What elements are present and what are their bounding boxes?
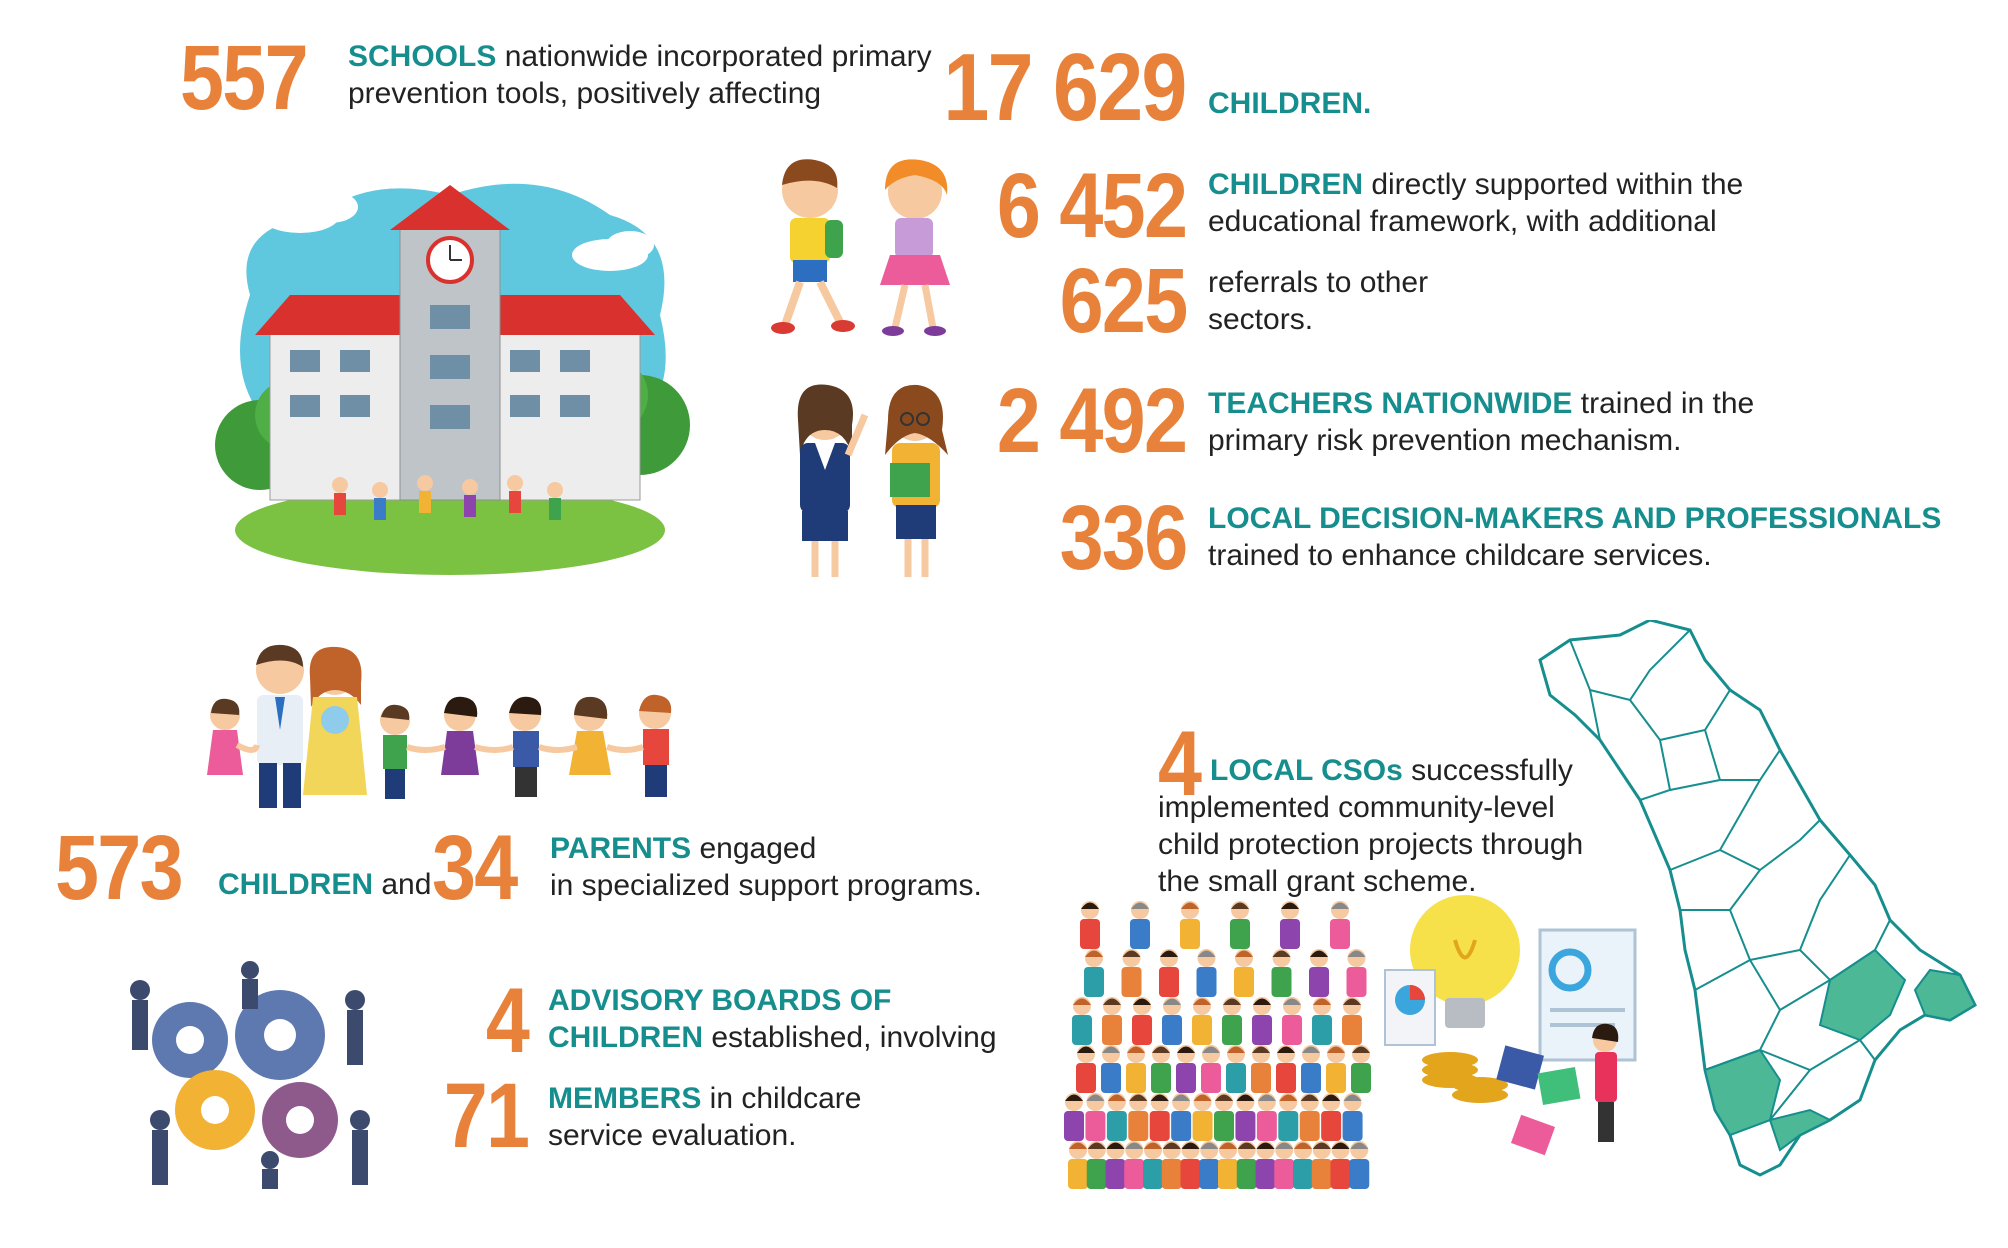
stat-parents-text — [550, 830, 982, 904]
stat-teachers-highlight: TEACHERS NATIONWIDE — [1208, 387, 1573, 420]
moldova-map-icon — [1530, 620, 1990, 1180]
stat-advisory-boards-value: 4 — [485, 970, 528, 1072]
stat-children-programs-highlight: CHILDREN — [218, 868, 373, 901]
stat-children-supported-value: 6 452 — [996, 155, 1186, 257]
teachers-icon — [770, 375, 970, 585]
stat-schools-line2: prevention tools, positively affecting — [348, 77, 822, 110]
stat-csos-line3: child protection projects through — [1158, 828, 1584, 861]
family-children-icon — [195, 635, 715, 815]
stat-advisory-boards-text — [548, 982, 997, 1056]
stat-members-text — [548, 1080, 861, 1154]
stat-parents-value: 34 — [432, 817, 517, 919]
stat-children-supported-line1: directly supported within the — [1363, 168, 1744, 201]
stat-schools-highlight: SCHOOLS — [348, 40, 497, 73]
stat-referrals-line1: referrals to other — [1208, 266, 1429, 299]
stat-children-supported-highlight: CHILDREN — [1208, 168, 1363, 201]
stat-referrals-line2: sectors. — [1208, 303, 1314, 336]
stat-csos-line1: successfully — [1402, 754, 1573, 787]
stat-referrals-value: 625 — [1059, 250, 1186, 352]
stat-advisory-boards-highlight2: CHILDREN — [548, 1021, 703, 1054]
stat-teachers-value: 2 492 — [996, 370, 1186, 472]
stat-csos-line2: implemented community-level — [1158, 791, 1555, 824]
stat-members-highlight: MEMBERS — [548, 1082, 702, 1115]
stat-csos-line4: the small grant scheme. — [1158, 865, 1477, 898]
stat-referrals-text — [1208, 264, 1428, 338]
stat-teachers-line2: primary risk prevention mechanism. — [1208, 424, 1682, 457]
stat-schools-text — [348, 38, 932, 112]
stat-children-supported-text — [1208, 166, 1743, 240]
stat-decision-makers-value: 336 — [1059, 487, 1186, 589]
stat-decision-makers-highlight: LOCAL DECISION-MAKERS AND PROFESSIONALS — [1208, 502, 1942, 535]
stat-children-affected-text — [1208, 85, 1371, 122]
stat-children-affected-highlight: CHILDREN. — [1208, 87, 1372, 120]
stat-schools-value: 557 — [180, 27, 307, 129]
stat-parents-highlight: PARENTS — [550, 832, 692, 865]
running-children-icon — [755, 150, 995, 340]
stat-parents-line1: engaged — [691, 832, 817, 865]
teamwork-gears-icon — [120, 960, 380, 1190]
stat-csos-highlight: LOCAL CSOs — [1210, 754, 1403, 787]
stat-decision-makers-text — [1208, 500, 1941, 574]
stat-members-line1: in childcare — [701, 1082, 862, 1115]
stat-advisory-boards-highlight1: ADVISORY BOARDS OF — [548, 984, 892, 1017]
stat-advisory-boards-line2: established, involving — [703, 1021, 997, 1054]
stat-children-affected-value: 17 629 — [943, 34, 1186, 141]
stat-teachers-text — [1208, 385, 1754, 459]
stat-children-supported-line2: educational framework, with additional — [1208, 205, 1717, 238]
stat-csos-text — [1158, 752, 1583, 900]
school-building-icon — [210, 165, 690, 585]
stat-children-programs-value: 573 — [55, 817, 182, 919]
stat-children-programs-text — [218, 866, 431, 903]
stat-members-value: 71 — [443, 1065, 528, 1167]
stat-teachers-line1: trained in the — [1572, 387, 1755, 420]
stat-schools-line1: nationwide incorporated primary — [496, 40, 932, 73]
stat-members-line2: service evaluation. — [548, 1119, 797, 1152]
stat-children-programs-line1: and — [373, 868, 432, 901]
stat-csos-value: 4 — [1158, 713, 1201, 815]
stat-parents-line2: in specialized support programs. — [550, 869, 982, 902]
stat-decision-makers-line2: trained to enhance childcare services. — [1208, 539, 1712, 572]
